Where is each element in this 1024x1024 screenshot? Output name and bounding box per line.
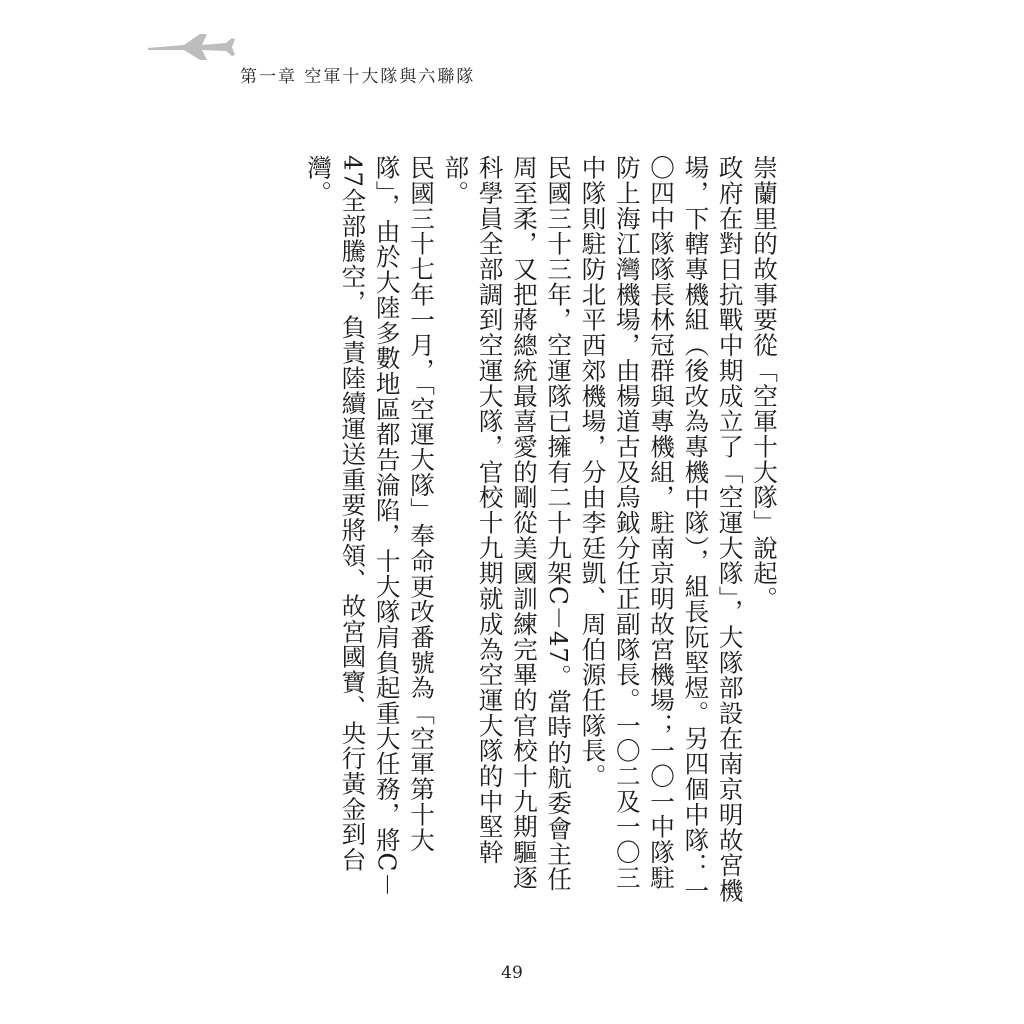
paragraph-3: 民國三十三年，空運隊已擁有二十九架C－47。當時的航委會主任周至柔，又把蔣總統最喜愛的剛從美國訓練完畢的官校十九期驅逐科學員全部調到空運大隊，官校十九期就成為空運大隊的中堅幹部。 bbox=[441, 155, 574, 892]
paragraph-1: 崇蘭里的故事要從「空軍十大隊」說起。 bbox=[750, 155, 779, 612]
running-head: 第一章 空軍十大隊與六聯隊 bbox=[240, 67, 476, 87]
page-number: 49 bbox=[501, 963, 523, 983]
airplane-silhouette-icon bbox=[146, 28, 236, 64]
paragraph-2: 政府在對日抗戰中期成立了「空運大隊」，大隊部設在南京明故宮機場，下轄專機組（後改為專機中隊），組長阮堅煜。另四個中隊：一〇四中隊隊長林冠群與專機組，駐南京明故宮機場；一〇一中隊駐防上海江灣機場，由楊道古及烏鉞分任正副隊長。一〇二及一〇三中隊則駐防北平西郊機場，分由李廷凱、周伯源任隊長。 bbox=[578, 155, 745, 904]
body-text bbox=[301, 155, 781, 905]
paragraph-4: 民國三十七年一月，「空運大隊」奉命更改番號為「空軍第十大隊」，由於大陸多數地區都告淪陷，十大隊肩負起重大任務，將C－47全部騰空，負責陸續運送重要將領、故宮國寶、央行黃金到台灣。 bbox=[304, 155, 437, 898]
